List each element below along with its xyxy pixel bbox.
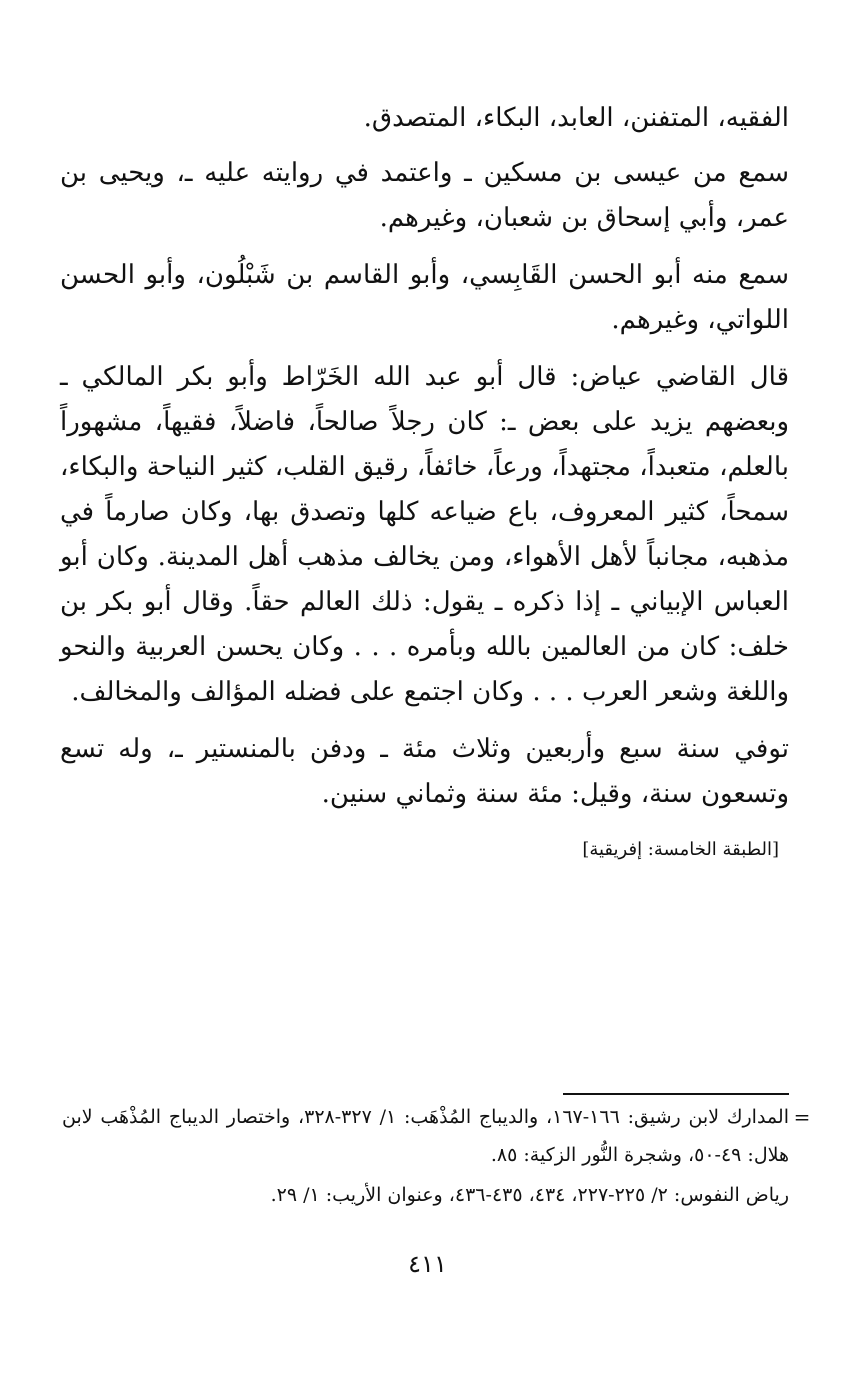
paragraph-biography: قال القاضي عياض: قال أبو عبد الله الخَرّاط وأبو بكر المالكي ـ وبعضهم يزيد على بعض ـ: كان رجلاً صالحاً، فاضلاً، فقيهاً، مشهوراً بالعلم، متعبداً، مجتهداً، ورعاً، خائفاً، رقيق القلب، كثير النياحة والبكاء، سمحاً، كثير المعروف، باع ضياعه كلها وتصدق بها، وكان صارماً في مذهبه، مجانباً لأهل الأهواء، ومن يخالف مذهب أهل المدينة. وكان أبو العباس الإبياني ـ إذا ذكره ـ يقول: ذلك العالم حقاً. وقال أبو بكر بن خلف: كان من العالمين بالله وبأمره . . . وكان يحسن العربية والنحو واللغة وشعر العرب . . . وكان اجتمع على فضله المؤالف والمخالف. (60, 362, 789, 707)
section-tag: [الطبقة الخامسة: إفريقية] (582, 839, 779, 860)
paragraph-students: سمع منه أبو الحسن القَابِسي، وأبو القاسم بن شَبْلُون، وأبو الحسن اللواتي، وغيرهم. (60, 260, 789, 335)
paragraph-death: توفي سنة سبع وأربعين وثلاث مئة ـ ودفن بالمنستير ـ، وله تسع وتسعون سنة، وقيل: مئة سنة وثماني سنين. (60, 734, 789, 809)
page-body (60, 96, 789, 860)
paragraph-teachers: سمع من عيسى بن مسكين ـ واعتمد في روايته عليه ـ، ويحيى بن عمر، وأبي إسحاق بن شعبان، وغيرهم. (60, 158, 789, 233)
paragraph-epithets: الفقيه، المتفنن، العابد، البكاء، المتصدق. (363, 103, 789, 133)
footnote-divider (563, 1093, 789, 1095)
footnotes (62, 1098, 815, 1214)
page-number: ٤١١ (408, 1250, 447, 1278)
footnote-line-1: المدارك لابن رشيق: ١٦٦-١٦٧، والديباج المُذْهَب: ١/ ٣٢٧-٣٢٨، واختصار الديباج المُذْهَب لابن هلال: ٤٩-٥٠، وشجرة النُّور الزكية: ٨٥. (62, 1106, 789, 1166)
footnote-continuation-mark: = (793, 1105, 811, 1129)
footnote-line-2: رياض النفوس: ٢/ ٢٢٥-٢٢٧، ٤٣٤، ٤٣٥-٤٣٦، وعنوان الأريب: ١/ ٢٩. (270, 1184, 789, 1206)
footnote-entry (62, 1098, 815, 1174)
